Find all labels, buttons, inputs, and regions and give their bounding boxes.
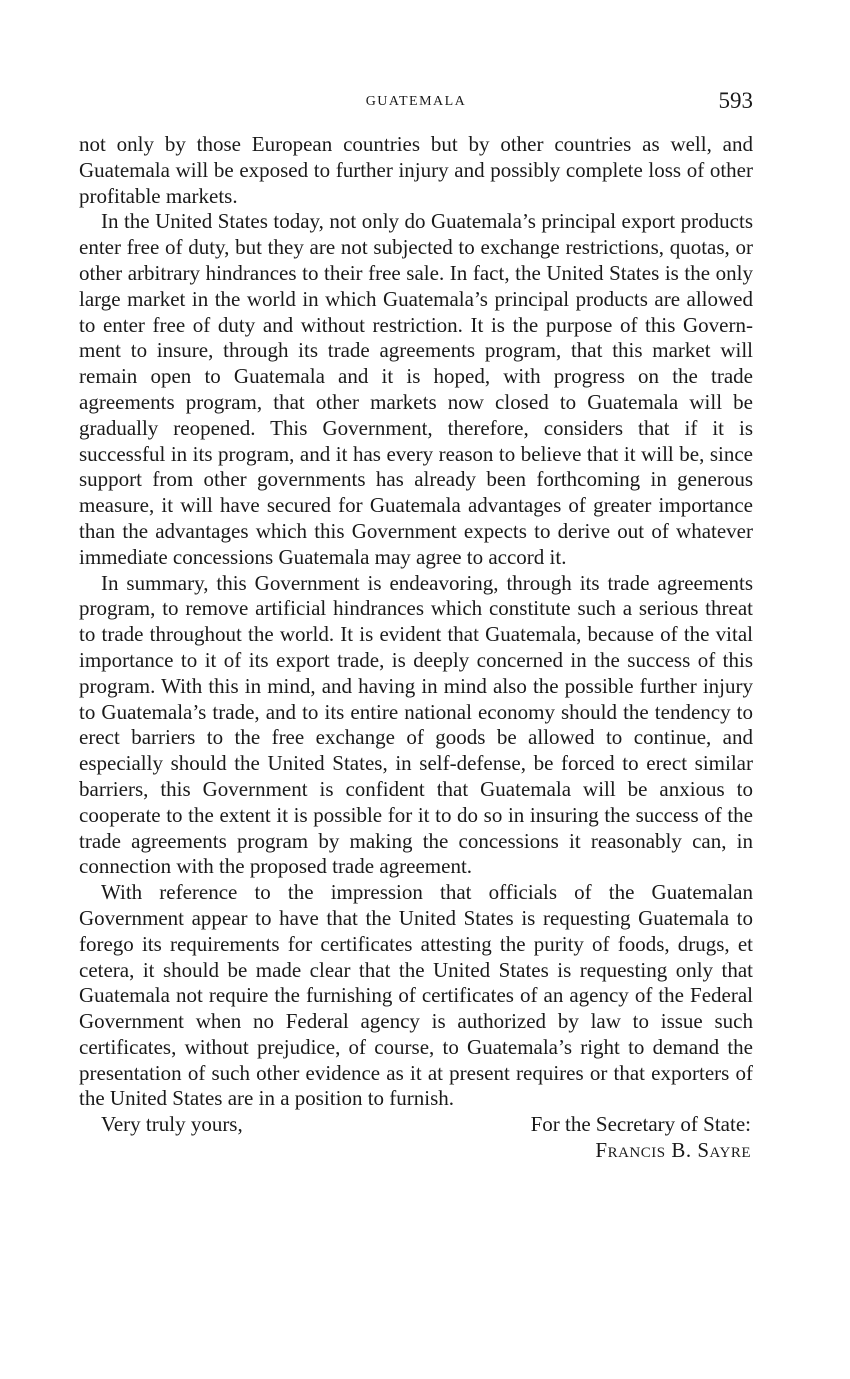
document-page bbox=[79, 88, 753, 1164]
paragraph-continued: not only by those European countries but by other countries as well, and Guatemala will be exposed to further injury and possibly complete loss of other profitable markets. bbox=[79, 132, 753, 208]
signature-name: Francis B. Sayre bbox=[595, 1138, 751, 1163]
running-title: GUATEMALA bbox=[365, 94, 467, 109]
letter-body bbox=[79, 132, 753, 1112]
complimentary-close: Very truly yours, bbox=[101, 1112, 243, 1137]
page-number: 593 bbox=[718, 88, 753, 113]
letter-closing bbox=[79, 1112, 753, 1164]
paragraph-us-market: In the United States today, not only do Guatemala’s principal export products enter free of duty, but they are not subjected to exchange restrictions, quotas, or other arbitrary hindrances to their free sale. In fact, the United States is the only large market in the world in which Guatemala’s principal products are allowed to enter free of duty and without restriction. It is the purpose of this Government to insure, through its trade agreements program, that this market will remain open to Guatemala and it is hoped, with progress on the trade agreements program, that other markets now closed to Guatemala will be gradually reopened. This Government, therefore, considers that if it is successful in its program, and it has every reason to believe that it will be, since support from other governments has already been forthcoming in generous measure, it will have secured for Guatemala advantages of greater importance than the advantages which this Government expects to derive out of whatever immediate concessions Guatemala may agree to accord it. bbox=[79, 209, 753, 569]
paragraph-summary: In summary, this Government is endeavoring, through its trade agreements program, to remove artificial hindrances which constitute such a serious threat to trade throughout the world. It is evident that Guatemala, because of the vital importance to it of its export trade, is deeply concerned in the success of this program. With this in mind, and having in mind also the possible further injury to Guatemala’s trade, and to its entire national economy should the tendency to erect barriers to the free exchange of goods be allowed to continue, and especially should the United States, in self-defense, be forced to erect similar barriers, this Government is confident that Guatemala will be anxious to cooperate to the extent it is possible for it to do so in insuring the success of the trade agreements program by making the concessions it reasonably can, in connection with the proposed trade agreement. bbox=[79, 570, 753, 879]
paragraph-certificates: With reference to the impression that officials of the Guatemalan Government appear to have that the United States is requesting Guatemala to forego its requirements for certificates attesting the purity of foods, drugs, et cetera, it should be made clear that the United States is requesting only that Guatemala not require the furnishing of certificates of an agency of the Federal Government when no Federal agency is authorized by law to issue such certificates, without prejudice, of course, to Guatemala’s right to demand the presentation of such other evidence as it at present requires or that exporters of the United States are in a position to furnish. bbox=[79, 880, 753, 1111]
sign-off-line: For the Secretary of State: bbox=[530, 1112, 751, 1137]
running-head bbox=[79, 88, 753, 118]
